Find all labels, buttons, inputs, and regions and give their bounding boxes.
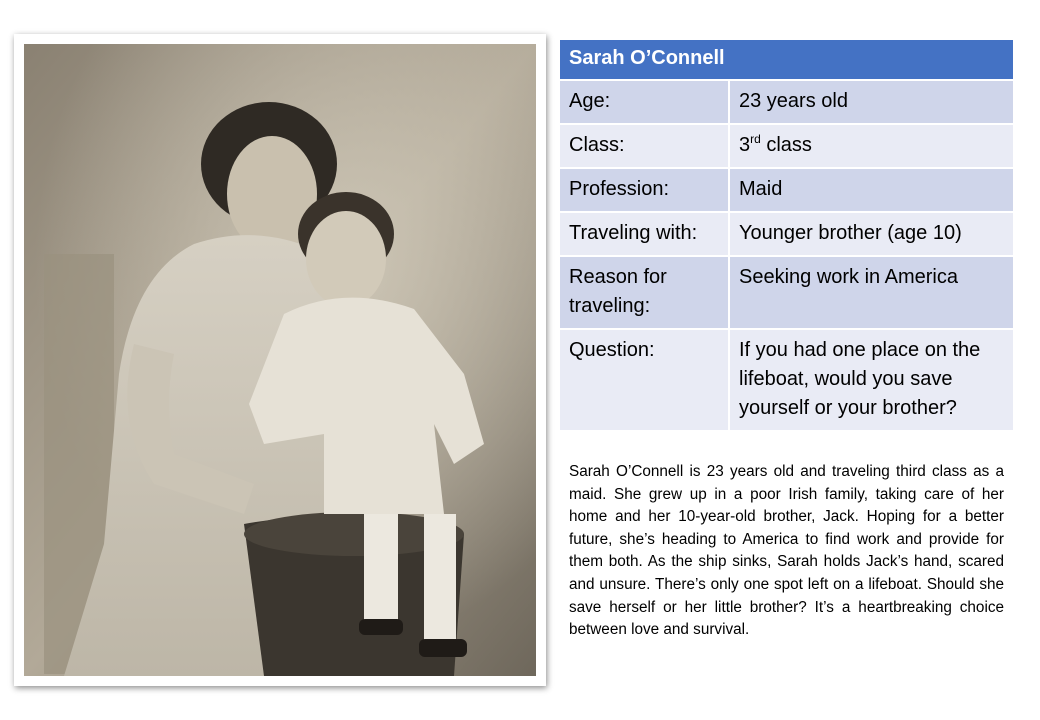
class-label: Class: (560, 124, 729, 168)
class-value-word: class (760, 134, 812, 156)
traveling-with-label: Traveling with: (560, 212, 729, 256)
age-value: 23 years old (729, 80, 1013, 124)
profession-label: Profession: (560, 168, 729, 212)
table-row-class (560, 124, 1013, 168)
question-value: If you had one place on the lifeboat, would you save yourself or your brother? (729, 329, 1013, 431)
story-paragraph: Sarah O’Connell is 23 years old and traveling third class as a maid. She grew up in a poor Irish family, taking care of her home and her 10-year-old brother, Jack. Hoping for a better future, she’s heading to America to find work and provide for them both. As the ship sinks, Sarah holds Jack’s hand, scared and unsure. There’s only one spot left on a lifeboat. Should she save herself or her little brother? It’s a heartbreaking choice between love and survival. (569, 463, 1004, 639)
reason-value: Seeking work in America (729, 256, 1013, 329)
class-value (729, 124, 1013, 168)
age-label: Age: (560, 80, 729, 124)
traveling-with-value: Younger brother (age 10) (729, 212, 1013, 256)
boy-legs (364, 514, 398, 624)
passenger-name: Sarah O’Connell (560, 40, 1013, 80)
portrait-photo (24, 44, 536, 676)
class-value-number: 3 (739, 134, 751, 156)
reason-label: Reason for traveling: (560, 256, 729, 329)
table-row-traveling-with (560, 212, 1013, 256)
profession-value: Maid (729, 168, 1013, 212)
table-row-profession (560, 168, 1013, 212)
table-row-question (560, 329, 1013, 431)
table-row-reason (560, 256, 1013, 329)
portrait-photo-frame (14, 34, 546, 686)
question-label: Question: (560, 329, 729, 431)
class-value-suffix-sup: rd (750, 132, 761, 146)
passenger-info-table (560, 40, 1013, 432)
boy-face (306, 211, 386, 307)
table-row-age (560, 80, 1013, 124)
